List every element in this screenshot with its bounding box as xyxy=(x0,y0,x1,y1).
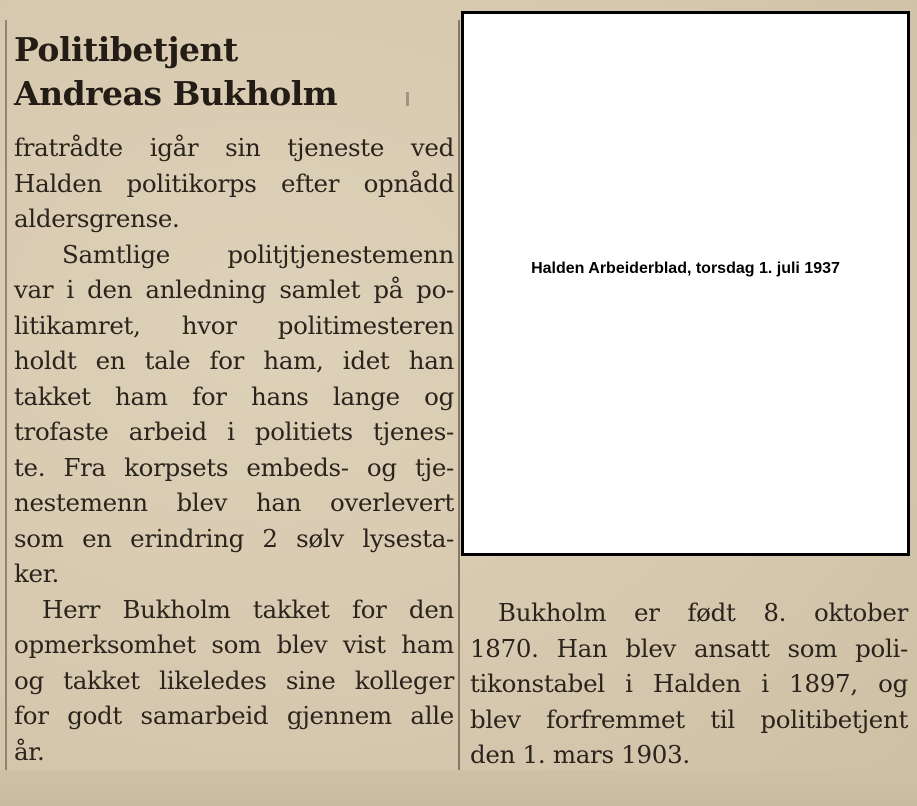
text-line: litikamret, hvor politimesteren xyxy=(14,310,454,340)
text-line: som en erindring 2 sølv lysesta- xyxy=(14,523,454,553)
paragraph-4 xyxy=(470,595,908,773)
headline-line-2: Andreas Bukholm xyxy=(14,74,338,113)
text-line: nestemenn blev han overlevert xyxy=(14,488,454,517)
text-line: fratrådte igår sin tjeneste ved xyxy=(14,133,454,162)
text-line: blev forfremmet til politibetjent xyxy=(470,704,908,734)
text-line: ker. xyxy=(14,559,59,588)
paragraph-2 xyxy=(14,237,454,592)
text-line: aldersgrense. xyxy=(14,204,180,233)
text-line: var i den anledning samlet på po- xyxy=(14,275,454,304)
text-line: opmerksomhet som blev vist ham xyxy=(14,630,454,659)
column-rule-middle xyxy=(458,20,460,780)
text-line: den 1. mars 1903. xyxy=(470,740,690,769)
page-bottom-margin xyxy=(0,770,917,806)
source-caption: Halden Arbeiderblad, torsdag 1. juli 1937 xyxy=(531,259,840,277)
paragraph-1 xyxy=(14,130,454,237)
text-line: Halden politikorps efter opnådd xyxy=(14,168,454,198)
article-right-column xyxy=(470,595,908,773)
caption-box xyxy=(461,11,910,556)
text-line: Herr Bukholm takket for den xyxy=(42,594,454,624)
article-headline xyxy=(14,28,454,116)
text-line: 1870. Han blev ansatt som poli- xyxy=(470,633,908,663)
text-line: og takket likeledes sine kolleger xyxy=(14,665,454,695)
column-rule-left xyxy=(5,20,7,780)
paragraph-3 xyxy=(14,592,454,770)
article-left-column xyxy=(14,28,454,769)
text-line: Samtlige politjtjenestemenn xyxy=(62,239,454,269)
text-line: te. Fra korpsets embeds- og tje- xyxy=(14,452,454,482)
text-line: takket ham for hans lange og xyxy=(14,381,454,411)
headline-line-1: Politibetjent xyxy=(14,30,238,69)
text-line: år. xyxy=(14,736,45,766)
text-line: tikonstabel i Halden i 1897, og xyxy=(470,669,908,698)
text-line: holdt en tale for ham, idet han xyxy=(14,346,454,375)
text-line: trofaste arbeid i politiets tjenes- xyxy=(14,417,454,446)
text-line: Bukholm er født 8. oktober xyxy=(498,598,908,627)
text-line: for godt samarbeid gjennem alle xyxy=(14,701,454,730)
